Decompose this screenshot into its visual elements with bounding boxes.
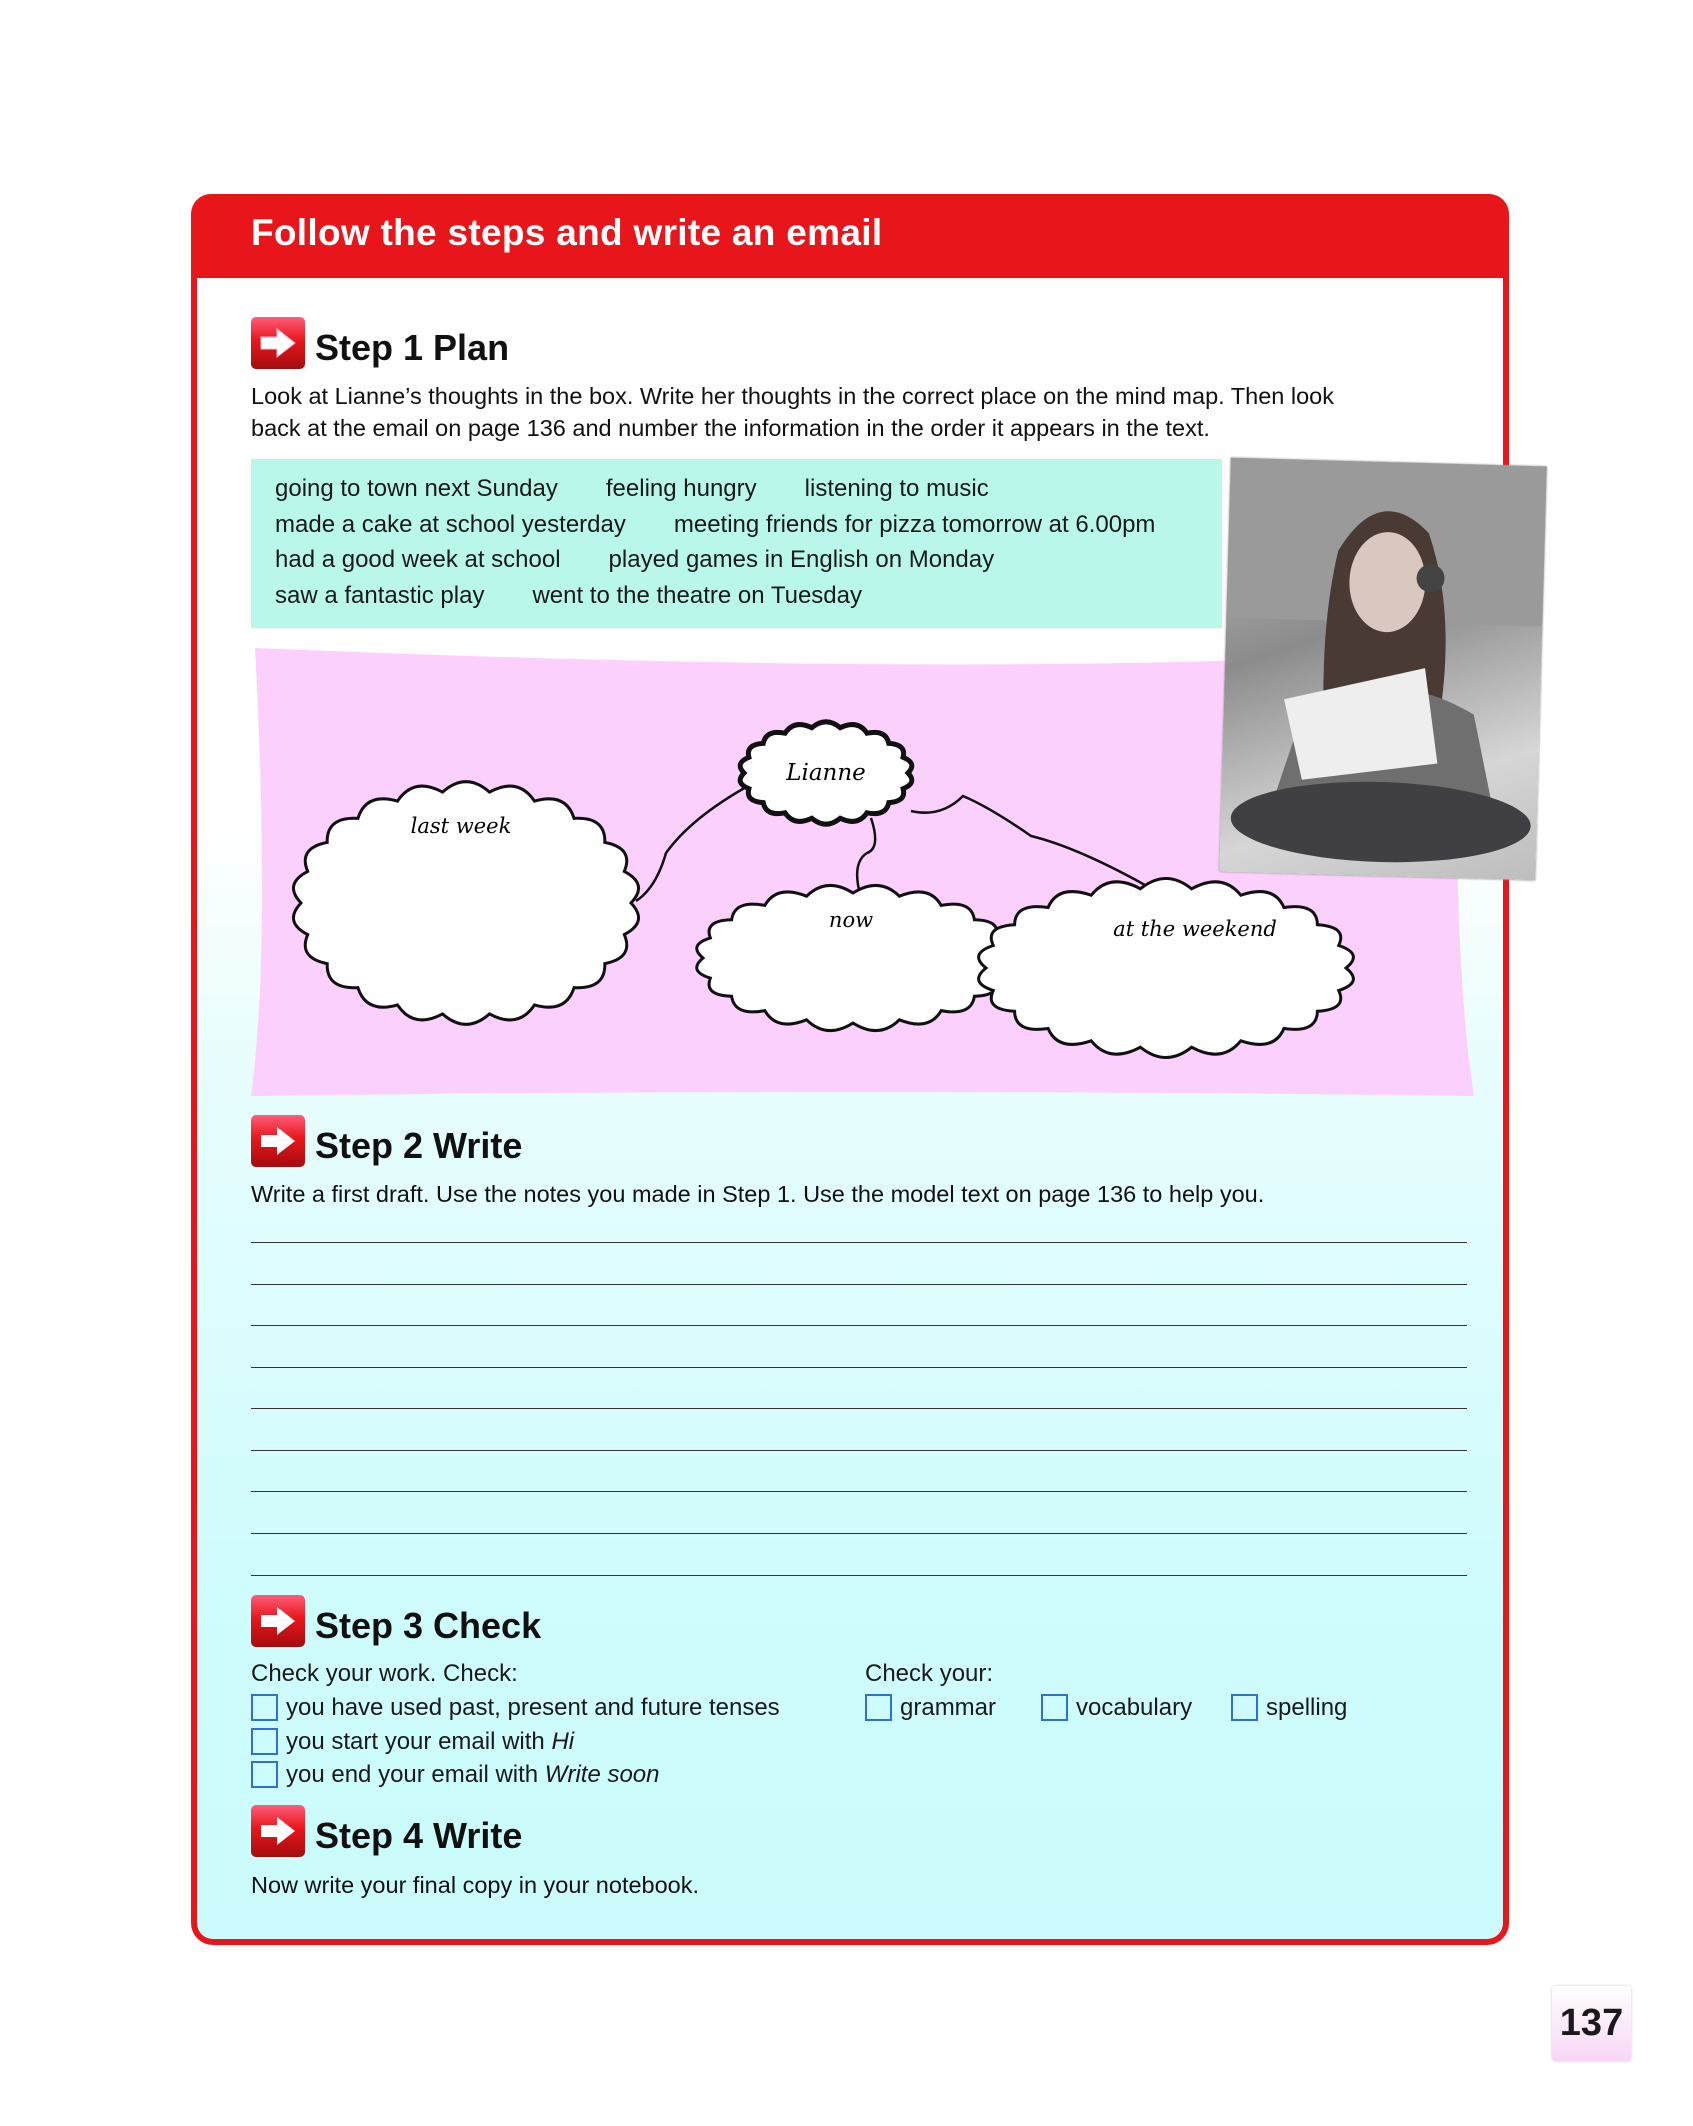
thought: meeting friends for pizza tomorrow at 6.00pm — [673, 511, 1156, 538]
thought: made a cake at school yesterday — [275, 511, 626, 538]
check-spelling — [1231, 1694, 1347, 1722]
step-1-heading: Step 1 Plan — [315, 327, 510, 368]
mind-map-node-weekend: at the weekend — [1113, 917, 1277, 941]
check-work-label: Check your work. Check: — [251, 1660, 518, 1687]
thought-row — [275, 546, 1042, 574]
thought-row — [275, 582, 910, 610]
check-your-label: Check your: — [865, 1660, 994, 1687]
check-item — [251, 1728, 574, 1756]
mind-map-center: Lianne — [786, 760, 866, 786]
step-3-heading: Step 3 Check — [315, 1605, 542, 1646]
mind-map-node-last-week: last week — [410, 814, 512, 838]
thought: went to the theatre on Tuesday — [532, 582, 862, 609]
checkbox[interactable] — [251, 1761, 278, 1788]
check-item-text: spelling — [1266, 1694, 1348, 1721]
thought: going to town next Sunday — [275, 475, 558, 502]
check-item-text: you end your email with — [286, 1761, 545, 1788]
page-title: Follow the steps and write an email — [251, 212, 883, 253]
thought-row — [275, 475, 1037, 503]
writing-line[interactable] — [251, 1575, 1467, 1576]
check-item-text: vocabulary — [1076, 1694, 1193, 1721]
checkbox[interactable] — [251, 1694, 278, 1721]
arrow-icon — [251, 1805, 305, 1857]
instructions-line: back at the email on page 136 and number the information in the order it appears in the text. — [251, 415, 1210, 441]
writing-line[interactable] — [251, 1491, 1467, 1492]
instructions-line: Look at Lianne’s thoughts in the box. Write her thoughts in the correct place on the mind map. Then look — [251, 383, 1334, 409]
checkbox[interactable] — [1231, 1694, 1258, 1721]
thoughts-box — [251, 459, 1222, 628]
cloud-weekend — [979, 879, 1354, 1058]
photo-girl-with-laptop — [1219, 458, 1546, 881]
page-number: 137 — [1552, 1986, 1631, 2061]
thought: had a good week at school — [275, 546, 561, 573]
thought: saw a fantastic play — [275, 582, 485, 609]
check-item-text: you start your email with — [286, 1728, 552, 1755]
thought: played games in English on Monday — [608, 546, 995, 573]
writing-line[interactable] — [251, 1408, 1467, 1409]
step-2-instructions: Write a first draft. Use the notes you made in Step 1. Use the model text on page 136 to help you. — [251, 1181, 1265, 1207]
step-4-heading: Step 4 Write — [315, 1815, 523, 1856]
check-item-text: grammar — [900, 1694, 997, 1721]
mind-map-node-now: now — [828, 908, 874, 932]
checkbox[interactable] — [865, 1694, 892, 1721]
writing-line[interactable] — [251, 1450, 1467, 1451]
check-item-italic: Hi — [551, 1728, 575, 1755]
checkbox[interactable] — [1041, 1694, 1068, 1721]
thought-row — [275, 511, 1203, 539]
writing-line[interactable] — [251, 1367, 1467, 1368]
writing-line[interactable] — [251, 1325, 1467, 1326]
arrow-icon — [251, 1595, 305, 1647]
thought: feeling hungry — [605, 475, 757, 502]
writing-line[interactable] — [251, 1284, 1467, 1285]
check-grammar — [865, 1694, 996, 1722]
step-2-heading: Step 2 Write — [315, 1125, 523, 1166]
check-item — [251, 1761, 660, 1789]
arrow-icon — [251, 1115, 305, 1167]
check-item — [251, 1694, 780, 1722]
step-1-instructions — [251, 380, 1334, 444]
step-4-instructions: Now write your final copy in your notebook. — [251, 1872, 700, 1898]
writing-line[interactable] — [251, 1242, 1467, 1243]
checkbox[interactable] — [251, 1728, 278, 1755]
thought: listening to music — [804, 475, 989, 502]
check-item-text: you have used past, present and future tenses — [286, 1694, 780, 1721]
header-banner — [191, 194, 1509, 278]
check-item-italic: Write soon — [544, 1761, 660, 1788]
check-vocabulary — [1041, 1694, 1192, 1722]
writing-line[interactable] — [251, 1533, 1467, 1534]
arrow-icon — [251, 317, 305, 369]
